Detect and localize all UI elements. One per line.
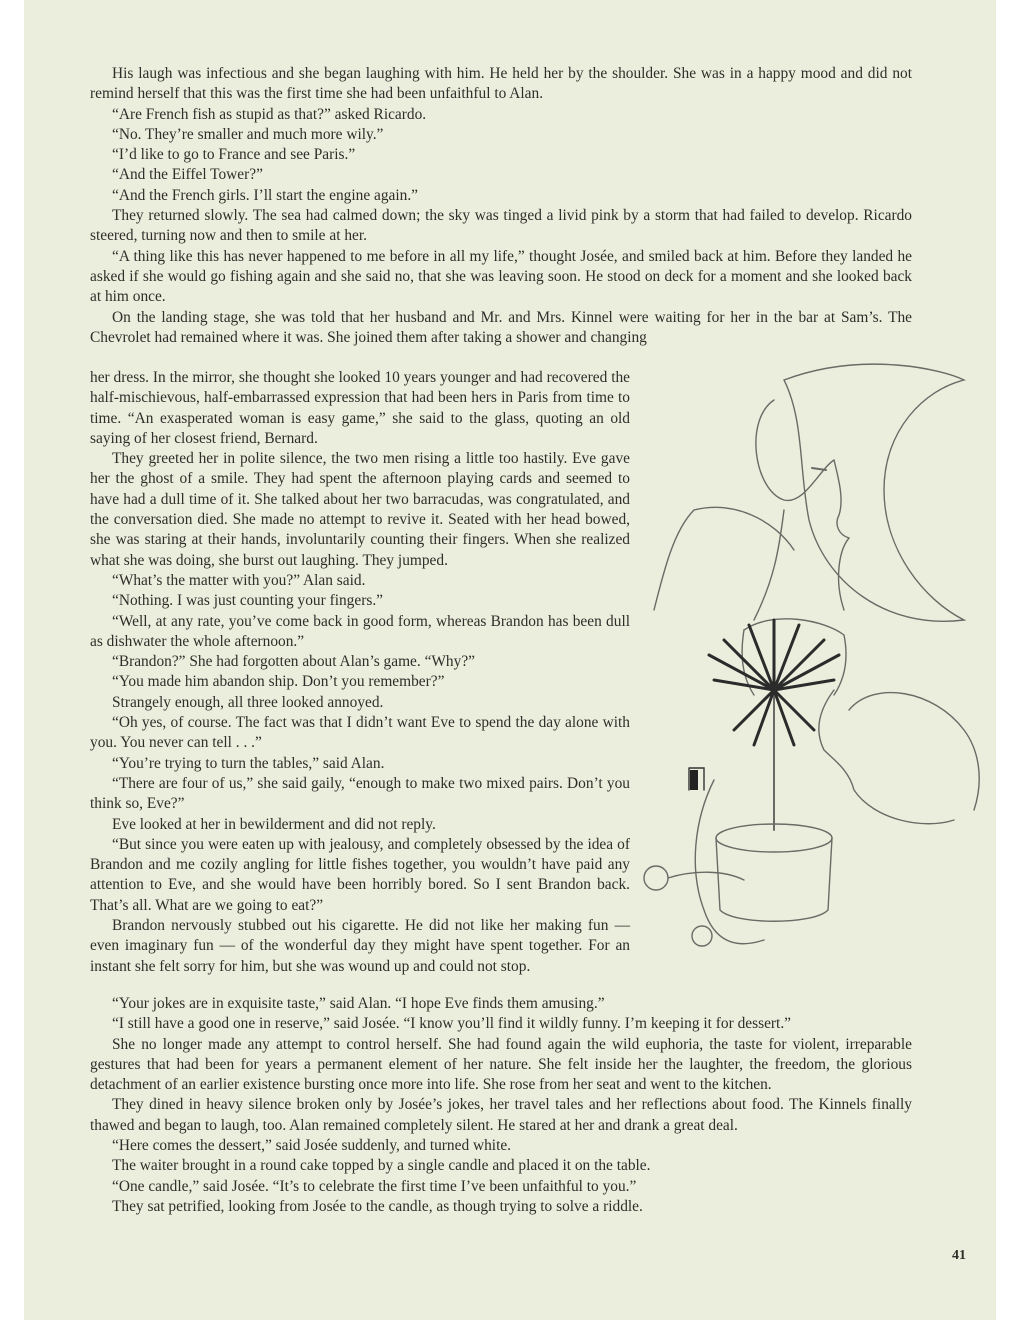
paragraph: “And the French girls. I’ll start the engine again.”: [112, 186, 419, 204]
paragraph: “Your jokes are in exquisite taste,” said Alan. “I hope Eve finds them amusing.”: [112, 995, 605, 1012]
text-block-top: [90, 64, 912, 348]
paragraph: She no longer made any attempt to control herself. She had found again the wild euphoria, the taste for violent, irreparable gestures that had been for years a permanent element of her nature. She felt inside her the laughter, the freedom, the glorious detachment of an earlier existence bursting once more into life. She rose from her seat and went to the kitchen.: [90, 1035, 912, 1094]
paragraph: Eve looked at her in bewilderment and did not reply.: [112, 815, 436, 833]
paragraph: “I’d like to go to France and see Paris.”: [112, 146, 356, 164]
paragraph: “No. They’re smaller and much more wily.”: [112, 125, 384, 143]
paragraph: On the landing stage, she was told that her husband and Mr. and Mrs. Kinnel were waiting for her in the bar at Sam’s. The Chevrolet had remained where it was. She joined them after taking a shower and changing: [90, 308, 912, 346]
paragraph: “Nothing. I was just counting your fingers.”: [112, 592, 383, 610]
paragraph: They greeted her in polite silence, the two men rising a little too hastily. Eve gave her the ghost of a smile. They had spent the afternoon playing cards and seemed to have had a dull time of it. She talked about her two barracudas, was congratulated, and the conversation died. She made no attempt to revive it. Seated with her head bowed, she was staring at their hands, involuntarily counting their fingers. When she realized what she was doing, she burst out laughing. They jumped.: [90, 450, 630, 569]
paragraph: His laugh was infectious and she began laughing with him. He held her by the shoulder. She was in a happy mood and did not remind herself that this was the first time she had been unfaithful to Alan.: [90, 65, 912, 103]
paragraph: “There are four of us,” she said gaily, “enough to make two mixed pairs. Don’t you think so, Eve?”: [90, 774, 630, 813]
paragraph: “You made him abandon ship. Don’t you remember?”: [112, 673, 445, 691]
paragraph: Brandon nervously stubbed out his cigarette. He did not like her making fun — even imaginary fun — of the wonderful day they might have spent together. For an instant she felt sorry for him, but she was wound up and could not stop.: [90, 917, 630, 975]
paragraph: “A thing like this has never happened to me before in all my life,” thought Josée, and smiled back at him. Before they landed he asked if she would go fishing again and she said no, that she was leaving soon. He stood on deck for a moment and she looked back at him once.: [90, 247, 912, 306]
paragraph: They dined in heavy silence broken only by Josée’s jokes, her travel tales and her reflections about food. The Kinnels finally thawed and began to laugh, too. Alan remained completely silent. He stared at her and drank a great deal.: [90, 1096, 912, 1134]
text-block-bottom: [90, 994, 912, 1217]
paragraph: “Well, at any rate, you’ve come back in good form, whereas Brandon has been dull as dishwater the whole afternoon.”: [90, 612, 630, 650]
paragraph: Strangely enough, all three looked annoyed.: [112, 693, 384, 711]
paragraph: “Here comes the dessert,” said Josée suddenly, and turned white.: [112, 1137, 512, 1155]
paragraph: her dress. In the mirror, she thought she looked 10 years younger and had recovered the half-mischievous, half-embarrassed expression that had been hers in Paris from time to time. “An exasperated woman is easy game,” she said to the glass, quoting an old saying of her closest friend, Bernard.: [90, 369, 630, 447]
paragraph: “But since you were eaten up with jealousy, and completely obsessed by the idea of Brandon and me cozily angling for little fishes together, you wouldn’t have paid any attention to Eve, and she would have been horribly bored. So I sent Brandon back. That’s all. What are we going to eat?”: [90, 835, 630, 914]
paragraph: They returned slowly. The sea had calmed down; the sky was tinged a livid pink by a storm that had failed to develop. Ricardo steered, turning now and then to smile at her.: [90, 207, 912, 245]
paragraph: “I still have a good one in reserve,” said Josée. “I know you’ll find it wildly funny. I’m keeping it for dessert.”: [112, 1015, 791, 1033]
paragraph: “One candle,” said Josée. “It’s to celebrate the first time I’ve been unfaithful to you.”: [112, 1177, 637, 1195]
paragraph: The waiter brought in a round cake topped by a single candle and placed it on the table.: [112, 1157, 651, 1175]
paragraph: “Oh yes, of course. The fact was that I didn’t want Eve to spend the day alone with you. You never can tell . . .”: [90, 714, 630, 752]
paragraph: “Are French fish as stupid as that?” asked Ricardo.: [112, 105, 427, 123]
illustration-sketch: [634, 350, 996, 960]
page-number: 41: [952, 1248, 966, 1263]
text-block-narrow: [90, 368, 630, 977]
magazine-page: [24, 0, 996, 1320]
paragraph: “Brandon?” She had forgotten about Alan’s game. “Why?”: [112, 653, 475, 671]
paragraph: “What’s the matter with you?” Alan said.: [112, 571, 366, 589]
paragraph: “And the Eiffel Tower?”: [112, 166, 263, 184]
paragraph: “You’re trying to turn the tables,” said Alan.: [112, 754, 385, 772]
paragraph: They sat petrified, looking from Josée to the candle, as though trying to solve a riddle.: [112, 1197, 643, 1215]
